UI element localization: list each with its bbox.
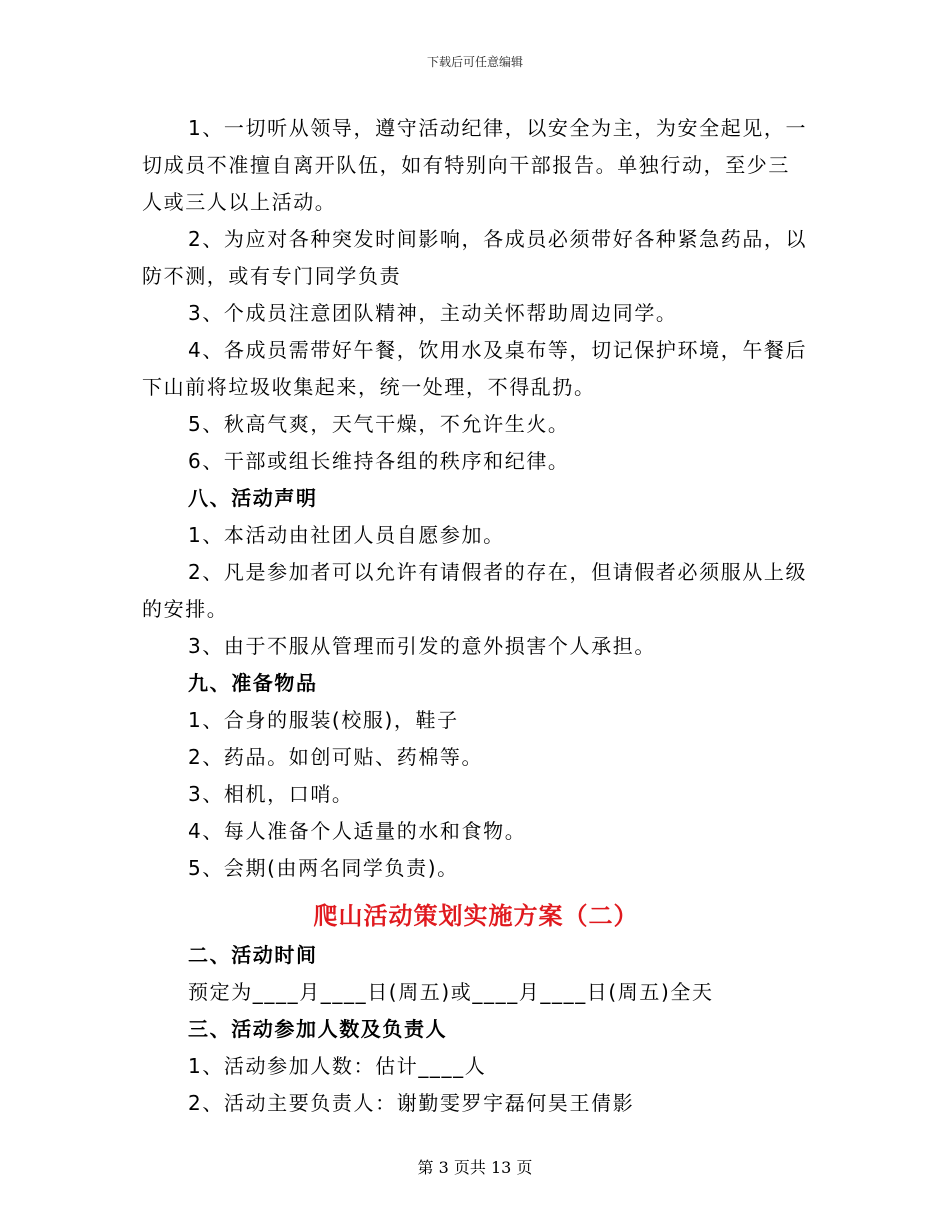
- supplies-item-3: 3、相机，口哨。: [188, 782, 354, 806]
- rule-item-2: 2、为应对各种突发时间影响，各成员必须带好各种紧急药品，以防不测，或有专门同学负责: [142, 227, 808, 288]
- statement-item-2: 2、凡是参加者可以允许有请假者的存在，但请假者必须服从上级的安排。: [142, 560, 808, 621]
- plan-two-title: 爬山活动策划实施方案（二）: [313, 902, 639, 930]
- section-heading-supplies: 九、准备物品: [188, 671, 318, 695]
- rule-item-6: 6、干部或组长维持各组的秩序和纪律。: [188, 449, 570, 473]
- supplies-item-2: 2、药品。如创可贴、药棉等。: [188, 745, 484, 769]
- rule-item-3: 3、个成员注意团队精神，主动关怀帮助周边同学。: [188, 301, 678, 325]
- rule-item-1: 1、一切听从领导，遵守活动纪律，以安全为主，为安全起见，一切成员不准擅自离开队伍，如有特别向干部报告。单独行动，至少三人或三人以上活动。: [142, 116, 808, 214]
- supplies-item-4: 4、每人准备个人适量的水和食物。: [188, 819, 527, 843]
- participants-item-1: 1、活动参加人数：估计____人: [188, 1054, 487, 1078]
- rule-item-4: 4、各成员需带好午餐，饮用水及桌布等，切记保护环境，午餐后下山前将垃圾收集起来，统一处理，不得乱扔。: [142, 338, 808, 399]
- section-heading-statement: 八、活动声明: [188, 486, 318, 510]
- section-heading-participants: 三、活动参加人数及负责人: [188, 1017, 448, 1041]
- statement-item-3: 3、由于不服从管理而引发的意外损害个人承担。: [188, 634, 656, 658]
- rule-item-5: 5、秋高气爽，天气干燥，不允许生火。: [188, 412, 570, 436]
- statement-item-1: 1、本活动由社团人员自愿参加。: [188, 523, 505, 547]
- document-body: [142, 110, 810, 1122]
- supplies-item-5: 5、会期(由两名同学负责)。: [188, 856, 459, 880]
- supplies-item-1: 1、合身的服装(校服)，鞋子: [188, 708, 459, 732]
- header-note: 下载后可任意编辑: [426, 55, 523, 69]
- page-footer: 第 3 页共 13 页: [417, 1158, 533, 1177]
- section-heading-time: 二、活动时间: [188, 943, 318, 967]
- participants-item-2: 2、活动主要负责人：谢勤雯罗宇磊何昊王倩影: [188, 1091, 635, 1115]
- activity-time-text: 预定为____月____日(周五)或____月____日(周五)全天: [188, 980, 714, 1004]
